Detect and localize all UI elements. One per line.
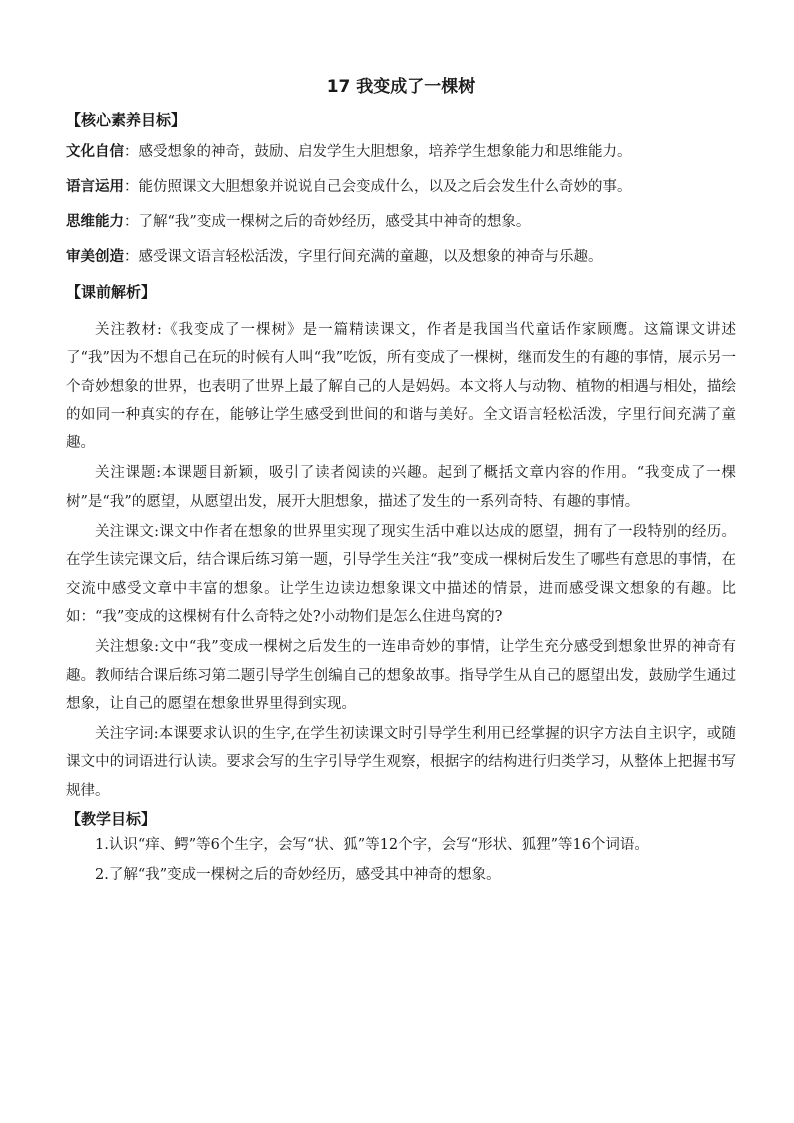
analysis-heading: 【课前解析】 xyxy=(66,283,157,301)
core-goal-culture xyxy=(66,140,736,164)
teaching-goal-item: 2.了解“我”变成一棵树之后的奇妙经历，感受其中神奇的想象。 xyxy=(95,867,501,884)
analysis-paragraph-imagination: 关注想象:文中“我”变成一棵树之后发生的一连串奇妙的事情，让学生充分感受到想象世界的神奇有趣。教师结合课后练习第二题引导学生创编自己的想象故事。指导学生从自己的愿望出发，鼓励学生通过想象，让自己的愿望在想象世界里得到实现。 xyxy=(66,639,736,712)
goal-text: ：能仿照课文大胆想象并说说自己会变成什么，以及之后会发生什么奇妙的事。 xyxy=(124,179,632,195)
core-goals-heading: 【核心素养目标】 xyxy=(66,111,187,129)
goal-label: 语言运用 xyxy=(66,179,124,195)
goal-text: ：感受课文语言轻松活泼，字里行间充满的童趣，以及想象的神奇与乐趣。 xyxy=(124,249,603,265)
goal-text: ：了解“我”变成一棵树之后的奇妙经历，感受其中神奇的想象。 xyxy=(124,214,531,230)
goal-text: ：感受想象的神奇，鼓励、启发学生大胆想象，培养学生想象能力和思维能力。 xyxy=(124,144,632,160)
analysis-paragraph-vocabulary: 关注字词:本课要求认识的生字,在学生初读课文时引导学生利用已经掌握的识字方法自主识字，或随课文中的词语进行认读。要求会写的生字引导学生观察，根据字的结构进行归类学习，从整体上把握书写规律。 xyxy=(66,726,736,799)
core-goal-thinking xyxy=(66,210,736,234)
analysis-paragraph-textbook: 关注教材:《我变成了一棵树》是一篇精读课文，作者是我国当代童话作家顾鹰。这篇课文讲述了“我”因为不想自己在玩的时候有人叫“我”吃饭，所有变成了一棵树，继而发生的有趣的事情，展示另一个奇妙想象的世界，也表明了世界上最了解自己的人是妈妈。本文将人与动物、植物的相遇与相处，描绘的如同一种真实的存在，能够让学生感受到世间的和谐与美好。全文语言轻松活泼，字里行间充满了童趣。 xyxy=(66,322,736,452)
analysis-paragraph-text: 关注课文:课文中作者在想象的世界里实现了现实生活中难以达成的愿望，拥有了一段特别的经历。在学生读完课文后，结合课后练习第一题，引导学生关注“我”变成一棵树后发生了哪些有意思的事情，在交流中感受文章中丰富的想象。让学生边读边想象课文中描述的情景，进而感受课文想象的有趣。比如：“我”变成的这棵树有什么奇特之处?小动物们是怎么住进鸟窝的? xyxy=(66,524,736,625)
teaching-goal-item: 1.认识“痒、鳄”等6个生字，会写“状、狐”等12个字，会写“形状、狐狸”等16个词语。 xyxy=(95,837,649,854)
goal-label: 文化自信 xyxy=(66,144,124,160)
lesson-title: 17 我变成了一棵树 xyxy=(326,77,476,97)
teaching-goals-heading: 【教学目标】 xyxy=(66,810,157,829)
analysis-paragraph-title: 关注课题:本课题目新颖，吸引了读者阅读的兴趣。起到了概括文章内容的作用。“我变成了一棵树”是“我”的愿望，从愿望出发，展开大胆想象，描述了发生的一系列奇特、有趣的事情。 xyxy=(66,465,736,510)
document-body xyxy=(66,74,736,892)
core-goal-language xyxy=(66,175,736,199)
core-goal-aesthetic xyxy=(66,245,736,269)
goal-label: 思维能力 xyxy=(66,214,124,230)
goal-label: 审美创造 xyxy=(66,249,124,265)
